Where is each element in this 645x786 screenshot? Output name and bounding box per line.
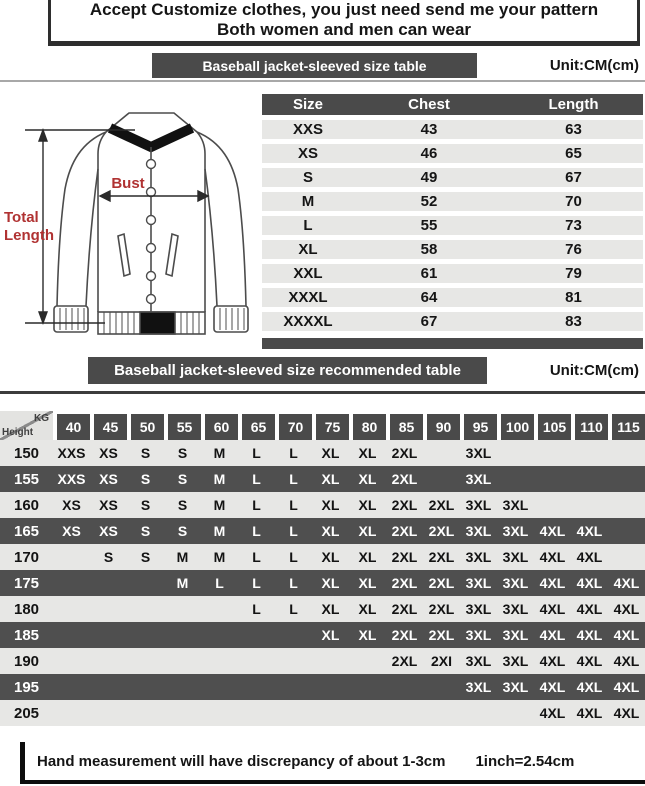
size-cell: 3XL (502, 601, 529, 617)
size-cell: 4XL (576, 523, 603, 539)
matrix-row (0, 544, 645, 570)
size-cell: XS (99, 445, 118, 461)
height-label: 165 (13, 522, 40, 540)
size-table-cell: XL (298, 241, 318, 258)
size-cell: 2XL (428, 575, 455, 591)
size-cell: XL (358, 575, 377, 591)
size-table-cell: 83 (565, 313, 582, 330)
size-cell: 4XL (576, 549, 603, 565)
size-table-cell: 73 (565, 217, 582, 234)
size-cell: XS (62, 523, 81, 539)
size-table-cell: 58 (420, 241, 438, 258)
size-cell: S (140, 497, 151, 513)
size-table (262, 94, 643, 349)
matrix-row (0, 622, 645, 648)
size-table-cell: 67 (420, 313, 438, 330)
matrix-row (0, 674, 645, 700)
body-right-edge (197, 132, 205, 312)
size-cell: XS (99, 497, 118, 513)
matrix-body (0, 440, 645, 726)
column-header-size: Size (292, 96, 323, 113)
size-table-section-bar: Baseball jacket-sleeved size table (152, 53, 477, 78)
size-table-header (262, 94, 643, 115)
unit-label-2: Unit:CM(cm) (549, 362, 639, 379)
right-cuff-ribs (220, 308, 244, 330)
size-cell: 4XL (576, 653, 603, 669)
jacket-measurement-diagram (0, 84, 262, 344)
size-table-cell: 46 (420, 145, 438, 162)
size-table-row (262, 168, 643, 187)
unit-label-1: Unit:CM(cm) (549, 57, 639, 74)
size-table-bottom-bar (262, 338, 643, 349)
inch-conversion-note: 1inch=2.54cm (475, 752, 575, 770)
size-cell: 2XL (391, 653, 418, 669)
size-cell: XL (321, 471, 340, 487)
size-cell: S (177, 523, 188, 539)
height-label: 185 (13, 626, 40, 644)
size-cell: 3XL (465, 601, 492, 617)
size-cell: 2XL (428, 627, 455, 643)
size-cell: L (252, 549, 261, 565)
size-cell: 2XL (428, 601, 455, 617)
weight-header-cell: 110 (575, 414, 608, 440)
size-cell: 4XL (576, 601, 603, 617)
size-cell: S (140, 549, 151, 565)
size-cell: 2XL (391, 575, 418, 591)
size-table-cell: 65 (565, 145, 582, 162)
recommended-table-section-bar: Baseball jacket-sleeved size recommended table (88, 357, 487, 384)
size-table-row (262, 240, 643, 259)
size-cell: XL (321, 601, 340, 617)
size-table-row (262, 312, 643, 331)
size-cell: M (213, 445, 226, 461)
size-table-body (262, 120, 643, 331)
weight-header-cell: 55 (168, 414, 201, 440)
size-cell: 3XL (465, 445, 492, 461)
size-cell: 3XL (502, 497, 529, 513)
total-length-label-2: Length (4, 227, 54, 244)
size-recommendation-matrix (0, 400, 645, 726)
size-cell: L (252, 575, 261, 591)
size-cell: XL (321, 627, 340, 643)
size-cell: 4XL (576, 705, 603, 721)
size-table-cell: 76 (565, 241, 582, 258)
size-table-cell: L (303, 217, 313, 234)
corner-kg-label: KG (34, 413, 49, 424)
size-table-cell: S (302, 169, 313, 186)
size-cell: 4XL (539, 549, 566, 565)
size-cell: 2XL (391, 601, 418, 617)
title-line-2: Both women and men can wear (216, 20, 472, 39)
weight-header-cell: 75 (316, 414, 349, 440)
height-label: 160 (13, 496, 40, 514)
height-label: 150 (13, 444, 40, 462)
height-label: 170 (13, 548, 40, 566)
size-cell: 3XL (465, 497, 492, 513)
matrix-row (0, 596, 645, 622)
size-cell: L (252, 471, 261, 487)
size-cell: L (252, 445, 261, 461)
size-cell: M (213, 549, 226, 565)
size-cell: S (177, 497, 188, 513)
size-cell: 3XL (502, 575, 529, 591)
matrix-row (0, 700, 645, 726)
matrix-row (0, 648, 645, 674)
size-table-cell: XXL (293, 265, 323, 282)
matrix-row (0, 466, 645, 492)
title-box (48, 0, 640, 46)
left-cuff (54, 306, 88, 332)
weight-header-cell: 85 (390, 414, 423, 440)
size-cell: XL (358, 471, 377, 487)
size-table-cell: 52 (420, 193, 438, 210)
size-cell: 3XL (502, 679, 529, 695)
weight-header-cell: 100 (501, 414, 534, 440)
size-cell: L (289, 549, 298, 565)
size-cell: 2XL (391, 627, 418, 643)
size-cell: 4XL (539, 523, 566, 539)
size-table-cell: 67 (565, 169, 582, 186)
left-cuff-ribs (60, 308, 84, 330)
hem-black-segment (140, 312, 175, 334)
size-cell: 2XL (391, 445, 418, 461)
weight-header-cell: 90 (427, 414, 460, 440)
size-cell: 3XL (502, 627, 529, 643)
size-cell: L (289, 601, 298, 617)
size-cell: 4XL (539, 627, 566, 643)
size-cell: M (176, 575, 189, 591)
height-label: 205 (13, 704, 40, 722)
size-cell: 3XL (502, 523, 529, 539)
size-table-cell: 70 (565, 193, 582, 210)
size-cell: XL (321, 523, 340, 539)
size-cell: M (213, 523, 226, 539)
size-cell: S (177, 445, 188, 461)
size-cell: 4XL (613, 679, 640, 695)
column-header-chest: Chest (408, 96, 450, 113)
weight-header-cell: 80 (353, 414, 386, 440)
matrix-header-cells (57, 414, 645, 440)
size-cell: 4XL (613, 601, 640, 617)
size-cell: XL (321, 497, 340, 513)
size-cell: 4XL (539, 653, 566, 669)
height-label: 155 (13, 470, 40, 488)
size-cell: S (103, 549, 114, 565)
weight-header-cell: 115 (612, 414, 645, 440)
size-table-cell: 63 (565, 121, 582, 138)
size-cell: M (213, 497, 226, 513)
size-cell: XL (321, 549, 340, 565)
size-cell: XXS (57, 471, 86, 487)
size-table-cell: 49 (420, 169, 438, 186)
size-table-cell: XXS (292, 121, 323, 138)
size-cell: 3XL (465, 653, 492, 669)
corner-height-label: Height (2, 427, 34, 438)
weight-header-cell: 105 (538, 414, 571, 440)
measurement-note: Hand measurement will have discrepancy of about 1-3cm (37, 752, 446, 770)
size-cell: 2XL (391, 471, 418, 487)
size-cell: 4XL (539, 679, 566, 695)
size-table-cell: M (301, 193, 315, 210)
size-cell: 4XL (539, 601, 566, 617)
title-line-1: Accept Customize clothes, you just need send me your pattern (89, 0, 599, 19)
size-cell: L (252, 523, 261, 539)
column-header-length: Length (548, 96, 599, 113)
weight-header-cell: 65 (242, 414, 275, 440)
size-cell: XL (358, 601, 377, 617)
size-cell: 4XL (613, 653, 640, 669)
size-cell: 3XL (465, 679, 492, 695)
size-cell: 3XL (465, 523, 492, 539)
size-cell: XL (358, 627, 377, 643)
right-pocket (166, 234, 178, 276)
arrow-head-up-icon (39, 130, 47, 141)
size-cell: 4XL (576, 575, 603, 591)
body-left-edge (98, 132, 106, 312)
size-table-cell: 64 (420, 289, 438, 306)
size-cell: 3XL (465, 575, 492, 591)
height-label: 180 (13, 600, 40, 618)
arrow-head-right-icon (198, 191, 208, 201)
size-cell: XL (358, 523, 377, 539)
size-cell: 2XL (428, 523, 455, 539)
size-cell: XXS (57, 445, 86, 461)
height-label: 175 (13, 574, 40, 592)
size-cell: M (213, 471, 226, 487)
matrix-row (0, 570, 645, 596)
size-cell: M (176, 549, 189, 565)
size-cell: 4XL (576, 679, 603, 695)
weight-header-cell: 50 (131, 414, 164, 440)
collar-trim (110, 128, 192, 147)
size-cell: XS (99, 523, 118, 539)
size-cell: 4XL (613, 627, 640, 643)
size-cell: 3XL (465, 627, 492, 643)
weight-header-cell: 45 (94, 414, 127, 440)
size-cell: XL (358, 549, 377, 565)
size-cell: L (289, 445, 298, 461)
size-cell: 3XL (502, 653, 529, 669)
matrix-row (0, 492, 645, 518)
size-table-cell: 43 (420, 121, 438, 138)
size-cell: 4XL (539, 575, 566, 591)
size-cell: S (140, 523, 151, 539)
size-cell: 2XL (428, 549, 455, 565)
size-table-row (262, 192, 643, 211)
size-cell: 4XL (539, 705, 566, 721)
size-cell: 2XL (391, 549, 418, 565)
size-cell: L (289, 575, 298, 591)
bust-label: Bust (111, 175, 145, 192)
matrix-corner-cell (0, 411, 53, 440)
size-table-row (262, 264, 643, 283)
height-label: 190 (13, 652, 40, 670)
size-cell: 3XL (502, 549, 529, 565)
right-cuff (214, 306, 248, 332)
divider-line-1 (0, 80, 645, 82)
size-table-cell: 55 (420, 217, 438, 234)
size-cell: L (252, 601, 261, 617)
weight-header-cell: 70 (279, 414, 312, 440)
size-table-cell: 79 (565, 265, 582, 282)
size-table-row (262, 144, 643, 163)
size-cell: 3XL (465, 549, 492, 565)
size-cell: XL (321, 445, 340, 461)
size-cell: L (215, 575, 224, 591)
size-cell: 4XL (613, 705, 640, 721)
total-length-label-1: Total (4, 209, 39, 226)
arrow-head-left-icon (100, 191, 110, 201)
size-cell: S (140, 445, 151, 461)
size-cell: 4XL (613, 575, 640, 591)
size-table-cell: XS (297, 145, 318, 162)
size-cell: L (289, 471, 298, 487)
weight-header-cell: 95 (464, 414, 497, 440)
right-sleeve-inner (205, 169, 217, 306)
left-pocket (118, 234, 130, 276)
size-cell: L (252, 497, 261, 513)
size-table-cell: XXXL (288, 289, 328, 306)
matrix-row (0, 518, 645, 544)
size-table-row (262, 120, 643, 139)
weight-header-cell: 40 (57, 414, 90, 440)
size-cell: S (177, 471, 188, 487)
left-sleeve-inner (86, 169, 98, 306)
size-cell: XS (99, 471, 118, 487)
height-label: 195 (13, 678, 40, 696)
size-cell: XS (62, 497, 81, 513)
matrix-row (0, 440, 645, 466)
size-cell: XL (358, 445, 377, 461)
matrix-header-row (0, 400, 645, 440)
size-table-cell: XXXXL (283, 313, 333, 330)
size-cell: 2XL (428, 497, 455, 513)
size-cell: 3XL (465, 471, 492, 487)
size-cell: L (289, 523, 298, 539)
size-table-cell: 81 (565, 289, 582, 306)
size-cell: 2XL (391, 523, 418, 539)
size-table-cell: 61 (420, 265, 438, 282)
size-table-row (262, 216, 643, 235)
size-cell: S (140, 471, 151, 487)
size-table-row (262, 288, 643, 307)
size-cell: XL (358, 497, 377, 513)
arrow-head-down-icon (39, 312, 47, 323)
divider-line-2 (0, 391, 645, 394)
size-cell: L (289, 497, 298, 513)
size-cell: XL (321, 575, 340, 591)
size-cell: 2XL (391, 497, 418, 513)
size-cell: 4XL (576, 627, 603, 643)
weight-header-cell: 60 (205, 414, 238, 440)
footer-note-box (20, 742, 645, 784)
size-cell: 2XI (430, 653, 452, 669)
